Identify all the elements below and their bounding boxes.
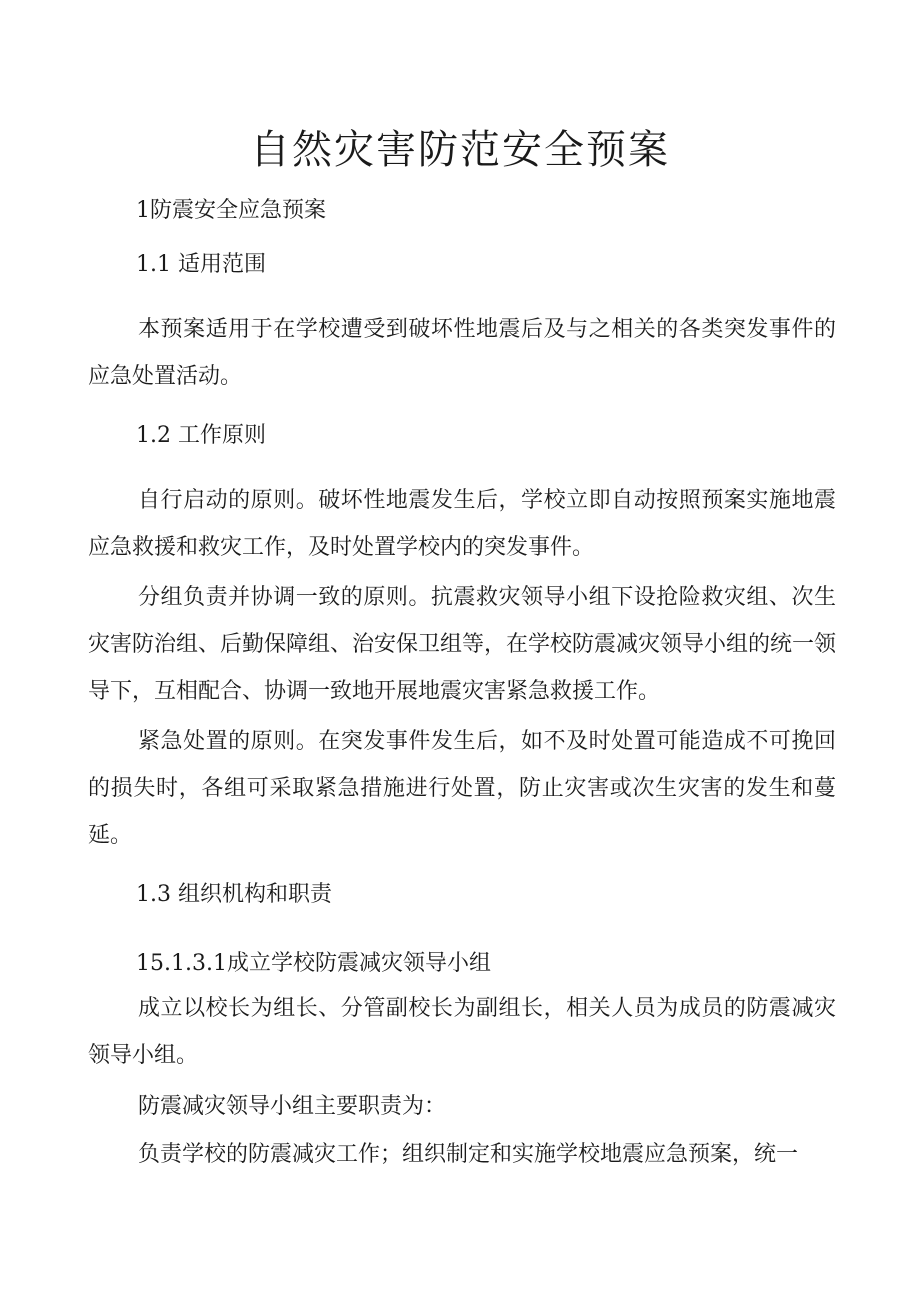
paragraph-principle-emergency: 紧急处置的原则。在突发事件发生后，如不及时处置可能造成不可挽回的损失时，各组可采取紧急措施进行处置，防止灾害或次生灾害的发生和蔓延。 bbox=[88, 729, 836, 848]
paragraph-scope: 本预案适用于在学校遭受到破坏性地震后及与之相关的各类突发事件的应急处置活动。 bbox=[88, 317, 836, 389]
paragraph-leadership-group: 成立以校长为组长、分管副校长为副组长，相关人员为成员的防震减灾领导小组。 bbox=[88, 996, 836, 1068]
paragraph-duties: 负责学校的防震减灾工作；组织制定和实施学校地震应急预案，统一 bbox=[138, 1142, 799, 1167]
paragraph-duties-intro: 防震减灾领导小组主要职责为： bbox=[138, 1094, 447, 1119]
section-heading-1-3: 1.3 组织机构和职责 bbox=[136, 882, 332, 907]
section-heading-1: 1防震安全应急预案 bbox=[136, 198, 326, 223]
document-title: 自然灾害防范安全预案 bbox=[250, 127, 670, 173]
section-heading-1-3-1: 15.1.3.1成立学校防震减灾领导小组 bbox=[136, 951, 491, 976]
paragraph-principle-self-start: 自行启动的原则。破坏性地震发生后，学校立即自动按照预案实施地震应急救援和救灾工作，及时处置学校内的突发事件。 bbox=[88, 488, 836, 560]
paragraph-principle-group: 分组负责并协调一致的原则。抗震救灾领导小组下设抢险救灾组、次生灾害防治组、后勤保障组、治安保卫组等，在学校防震减灾领导小组的统一领导下，互相配合、协调一致地开展地震灾害紧急救援工作。 bbox=[88, 585, 837, 704]
section-heading-1-2: 1.2 工作原则 bbox=[136, 423, 266, 448]
section-heading-1-1: 1.1 适用范围 bbox=[136, 252, 266, 277]
